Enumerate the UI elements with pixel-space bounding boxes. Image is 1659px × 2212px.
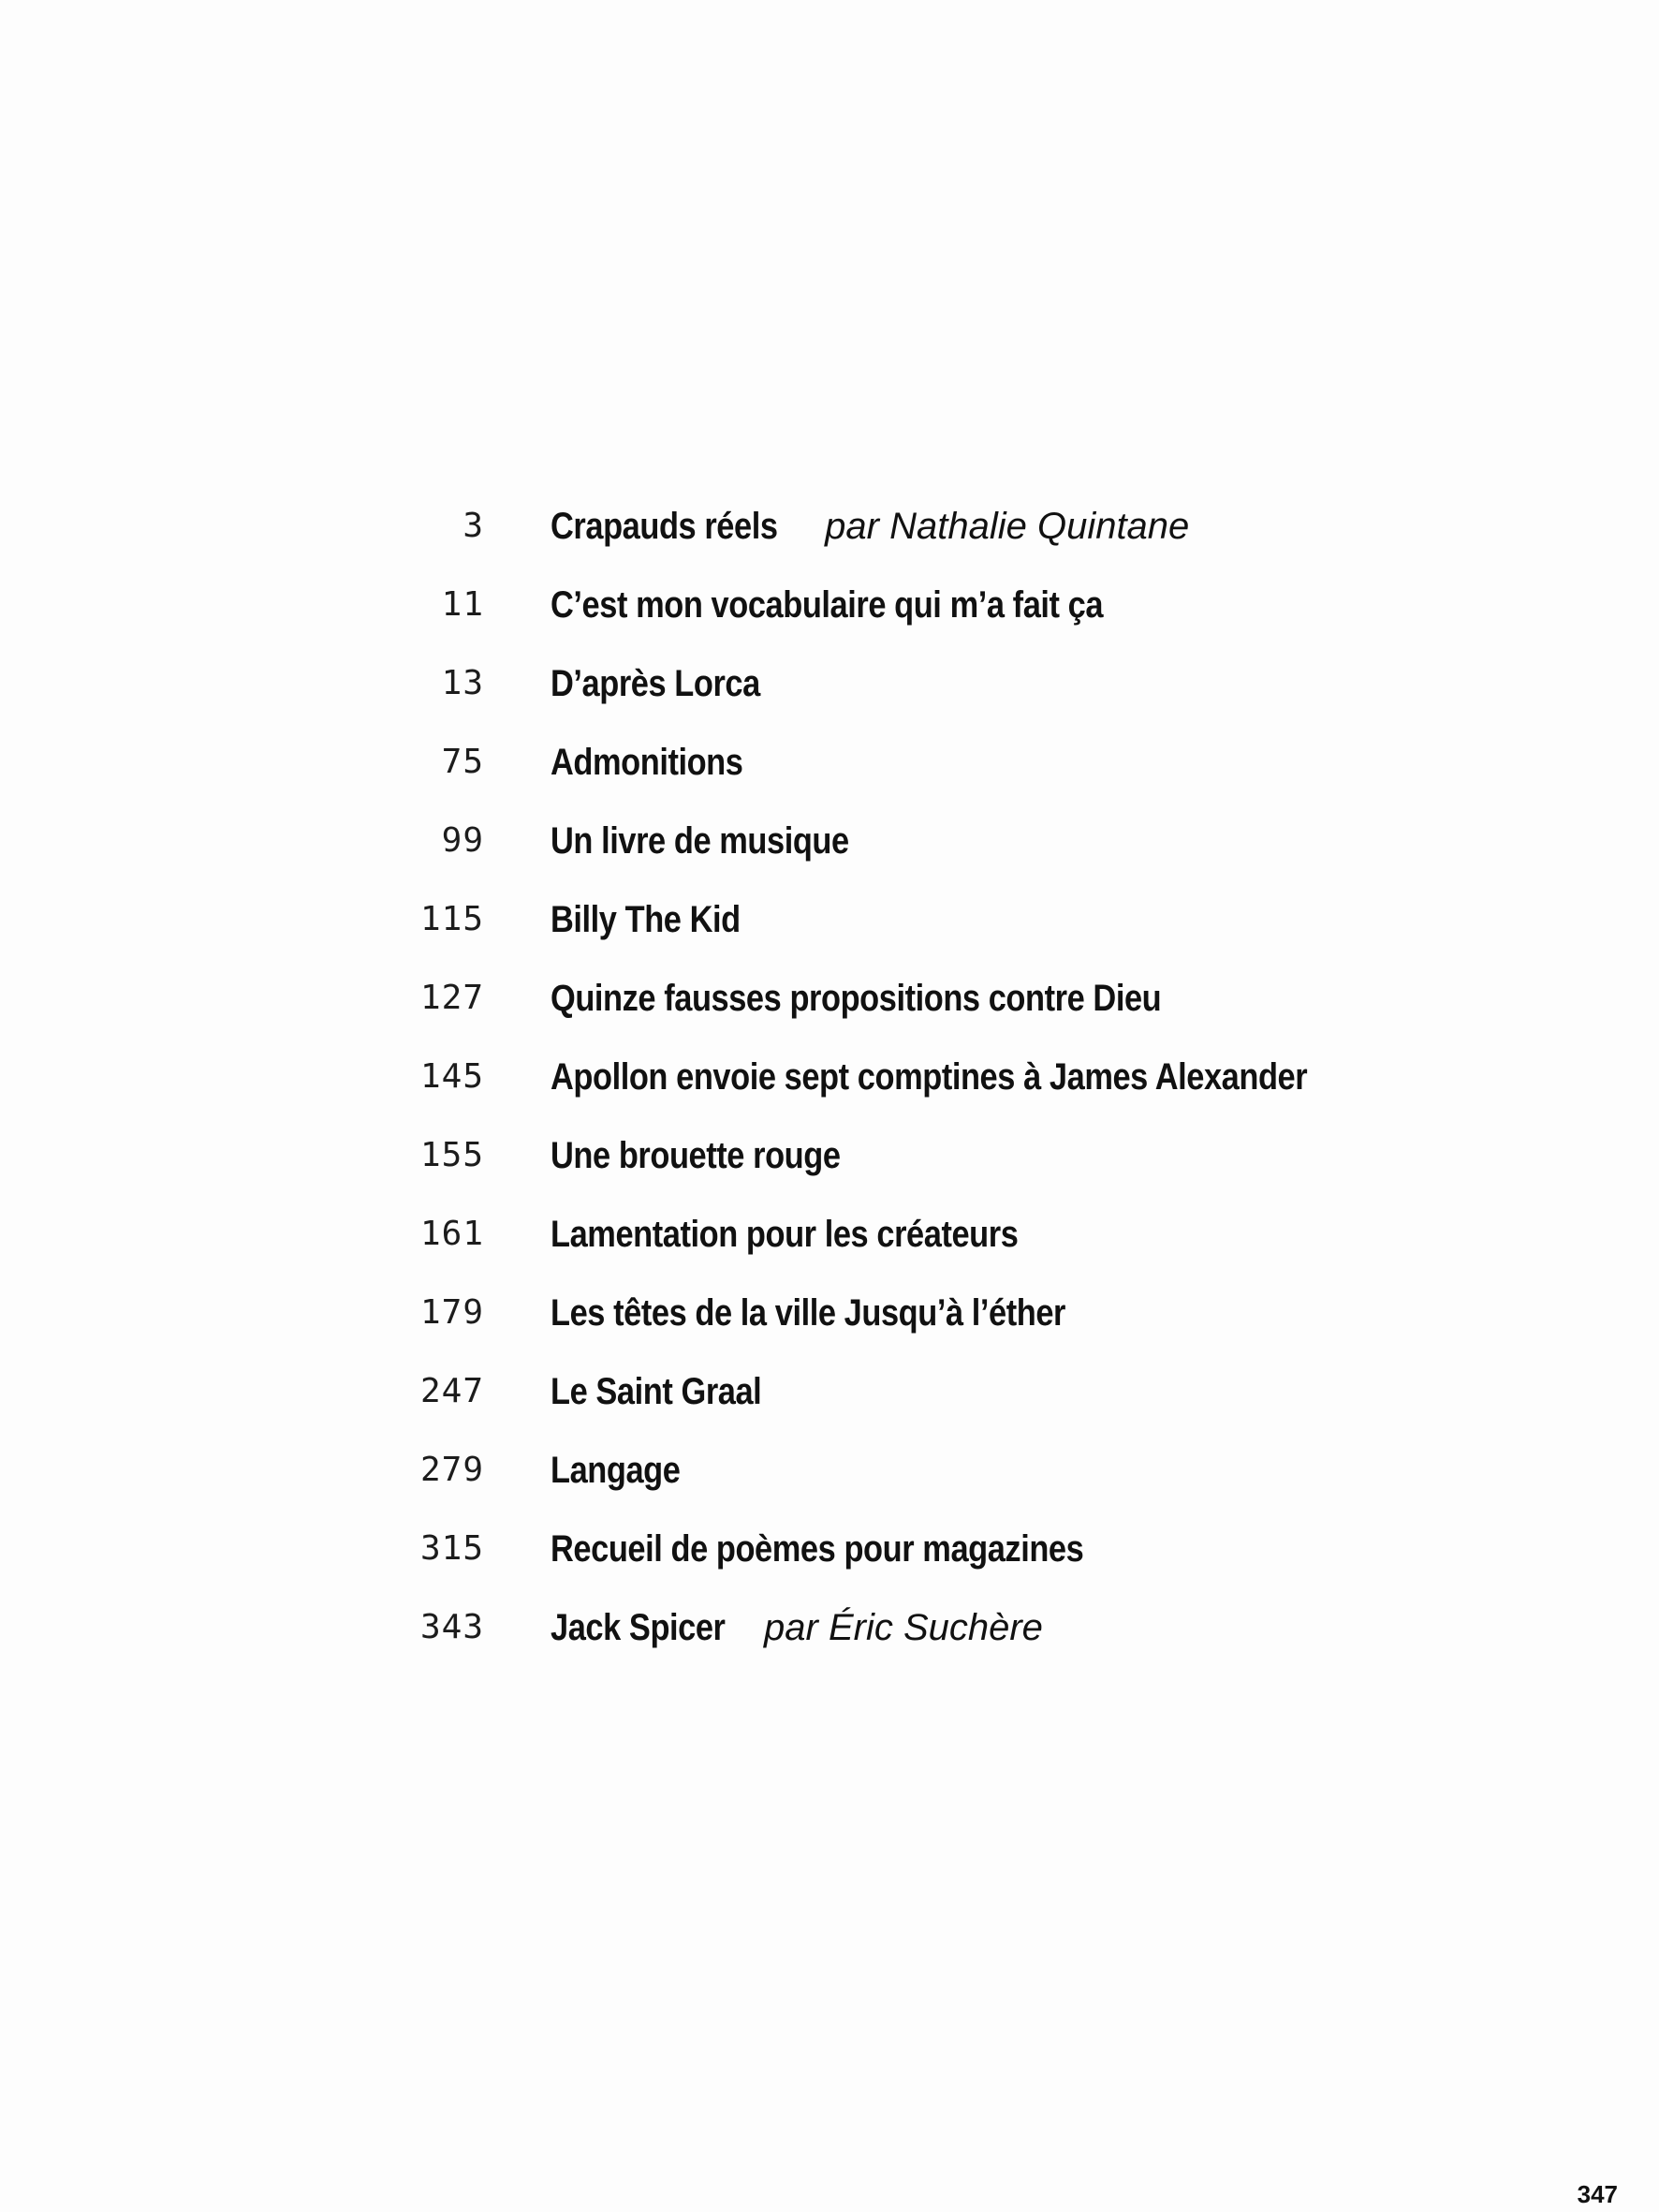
toc-page-number: 315 [419,1529,484,1568]
toc-page-number: 127 [419,979,484,1017]
toc-page-number: 3 [462,507,484,545]
toc-entry [0,1116,1659,1195]
toc-entry [0,487,1659,566]
toc-entry-title [551,1588,1043,1667]
toc-entry-title [551,1510,1170,1588]
toc-page-number: 75 [441,743,484,781]
toc-entry-title [551,723,774,802]
toc-title-text: Le Saint Graal [551,1371,762,1412]
toc-title-text: Jack Spicer [551,1607,726,1648]
toc-entry [0,959,1659,1038]
toc-page-number: 155 [419,1136,484,1174]
toc-title-text: Apollon envoie sept comptines à James Alexander [551,1056,1308,1098]
toc-page-number: 99 [441,821,484,860]
toc-entry-title [551,802,898,880]
toc-entry [0,1588,1659,1667]
toc-byline: par Nathalie Quintane [825,506,1190,547]
toc-page-number: 115 [419,900,484,938]
toc-page-number: 247 [419,1372,484,1410]
toc-title-text: Billy The Kid [551,899,741,940]
toc-title-text: Langage [551,1450,681,1491]
toc-entry-title [551,1274,1150,1352]
toc-entry-title [551,880,771,959]
toc-title-text: C’est mon vocabulaire qui m’a fait ça [551,584,1104,626]
toc-page-number: 11 [441,585,484,624]
toc-entry [0,1274,1659,1352]
toc-entry-title [551,644,794,723]
toc-entry [0,566,1659,644]
toc-page-number: 161 [419,1215,484,1253]
toc-entry-title [551,1195,1094,1274]
toc-page-number: 179 [419,1293,484,1332]
toc-title-text: Un livre de musique [551,820,849,862]
toc-page-number: 145 [419,1057,484,1096]
toc-entry [0,1195,1659,1274]
toc-title-text: D’après Lorca [551,663,760,704]
toc-title-text: Quinze fausses propositions contre Dieu [551,978,1162,1019]
toc-entry [0,802,1659,880]
toc-entry [0,1352,1659,1431]
toc-title-text: Les têtes de la ville Jusqu’à l’éther [551,1292,1066,1334]
toc-entry-title [551,1116,888,1195]
toc-page-number: 343 [419,1608,484,1646]
toc-byline: par Éric Suchère [764,1607,1043,1648]
toc-entry-title [551,959,1260,1038]
toc-entry [0,1431,1659,1510]
toc-entry-title [551,566,1193,644]
toc-entry [0,644,1659,723]
toc-entry-title [551,1038,1431,1116]
toc-entry [0,1038,1659,1116]
toc-title-text: Recueil de poèmes pour magazines [551,1528,1084,1570]
toc-entry [0,880,1659,959]
toc-entry-title [551,487,1189,566]
toc-title-text: Admonitions [551,742,743,783]
toc-title-text: Une brouette rouge [551,1135,841,1176]
toc-entry-title [551,1352,796,1431]
toc-entry [0,1510,1659,1588]
page-number: 347 [1577,2180,1618,2208]
toc-page-number: 279 [419,1451,484,1489]
toc-entry-title [551,1431,701,1510]
toc-entry [0,723,1659,802]
toc-page-number: 13 [441,664,484,702]
toc-title-text: Crapauds réels [551,506,778,547]
toc-title-text: Lamentation pour les créateurs [551,1214,1019,1255]
